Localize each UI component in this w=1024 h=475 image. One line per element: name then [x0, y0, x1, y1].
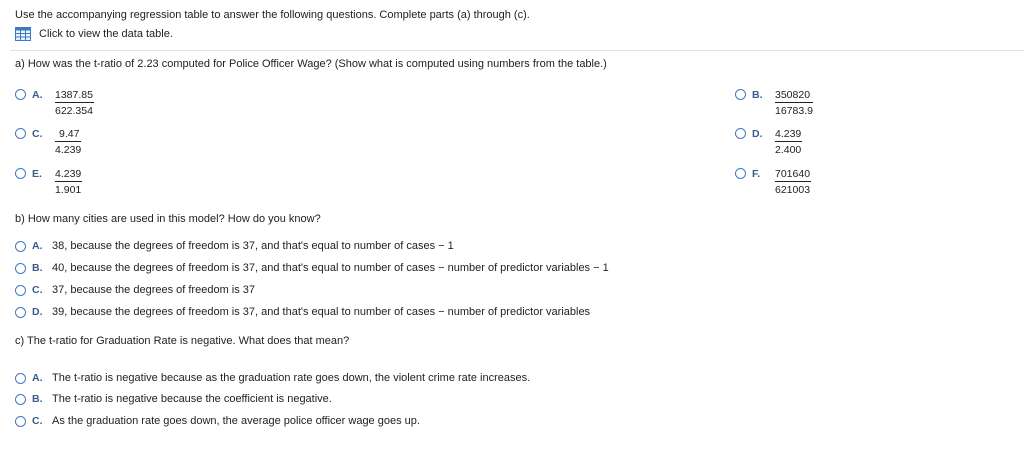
numerator: 350820 [775, 89, 813, 103]
numerator: 701640 [775, 168, 811, 180]
radio-button[interactable] [15, 263, 26, 274]
radio-button[interactable] [15, 128, 26, 139]
option-letter: E. [32, 168, 42, 180]
radio-button[interactable] [735, 89, 746, 100]
option-text: The t-ratio is negative because as the graduation rate goes down, the violent crime rate increases. [52, 372, 531, 384]
option-letter: C. [32, 284, 43, 296]
numerator: 1387.85 [55, 89, 93, 101]
denominator: 2.400 [775, 144, 802, 156]
option-text: As the graduation rate goes down, the average police officer wage goes up. [52, 415, 420, 427]
option-letter: A. [32, 372, 43, 384]
numerator: 9.47 [55, 128, 81, 142]
fraction [55, 89, 94, 117]
denominator: 622.354 [55, 105, 93, 117]
option-text: 37, because the degrees of freedom is 37 [52, 284, 256, 296]
option-letter: A. [32, 240, 43, 252]
denominator: 4.239 [55, 144, 82, 156]
option-text: 38, because the degrees of freedom is 37, and that's equal to number of cases − 1 [52, 240, 454, 252]
fraction [55, 168, 82, 196]
radio-button[interactable] [15, 416, 26, 427]
table-grid-icon[interactable] [15, 27, 31, 41]
denominator: 16783.9 [775, 105, 813, 117]
instructions-text: Use the accompanying regression table to answer the following questions. Complete parts (a) through (c). [15, 9, 530, 21]
option-letter: B. [752, 89, 763, 101]
option-letter: C. [32, 128, 43, 140]
part-b-question: b) How many cities are used in this model? How do you know? [15, 213, 321, 225]
radio-button[interactable] [15, 307, 26, 318]
numerator: 4.239 [55, 168, 82, 180]
radio-button[interactable] [15, 285, 26, 296]
denominator: 1.901 [55, 184, 82, 196]
option-letter: D. [32, 306, 43, 318]
option-text: The t-ratio is negative because the coefficient is negative. [52, 393, 332, 405]
part-a-question: a) How was the t-ratio of 2.23 computed for Police Officer Wage? (Show what is computed using numbers from the table.) [15, 58, 607, 70]
radio-button[interactable] [15, 168, 26, 179]
part-c-question: c) The t-ratio for Graduation Rate is negative. What does that mean? [15, 335, 350, 347]
fraction [775, 128, 802, 156]
fraction [55, 128, 81, 156]
view-data-table-link[interactable]: Click to view the data table. [39, 28, 173, 40]
option-letter: F. [752, 168, 761, 180]
fraction [775, 89, 813, 117]
denominator: 621003 [775, 184, 811, 196]
option-letter: A. [32, 89, 43, 101]
radio-button[interactable] [15, 394, 26, 405]
option-text: 40, because the degrees of freedom is 37, and that's equal to number of cases − number of predictor variables − 1 [52, 262, 609, 274]
numerator: 4.239 [775, 128, 802, 140]
radio-button[interactable] [15, 373, 26, 384]
header-divider [10, 50, 1024, 51]
option-text: 39, because the degrees of freedom is 37, and that's equal to number of cases − number of predictor variables [52, 306, 591, 318]
fraction [775, 168, 811, 196]
radio-button[interactable] [735, 168, 746, 179]
option-letter: C. [32, 415, 43, 427]
radio-button[interactable] [735, 128, 746, 139]
radio-button[interactable] [15, 241, 26, 252]
option-letter: B. [32, 393, 43, 405]
radio-button[interactable] [15, 89, 26, 100]
option-letter: D. [752, 128, 763, 140]
option-letter: B. [32, 262, 43, 274]
